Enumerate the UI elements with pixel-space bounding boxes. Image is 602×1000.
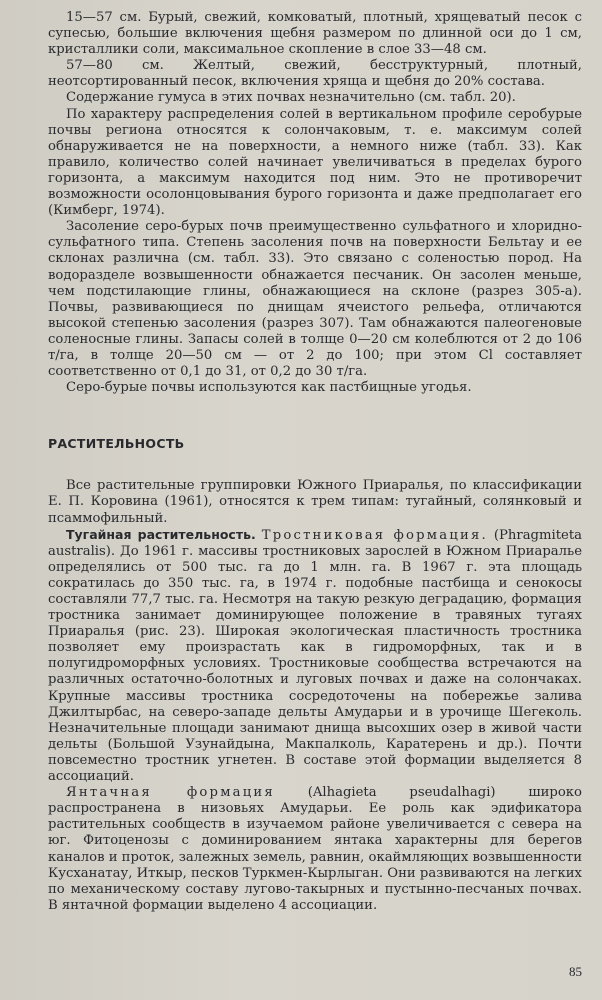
- tugai-body: (Phragmiteta australis). До 1961 г. массивы тростниковых зарослей в Южном Приаралье определялись от 500 тыс. га до 1 млн. га. В 1967 г. эта площадь сократилась до 350 тыс. га, в 1974 г. подобные пастбища и сенокосы составляли 77,7 тыс. га. Несмотря на такую резкую деградацию, формация тростника занимает доминирующее положение в травяных тугаях Приаралья (рис. 23). Широкая экологическая пластичность тростника позволяет ему произрастать как в гидроморфных, так и в полугидроморфных условиях. Тростниковые сообщества встречаются на различных остаточно-болотных и луговых почвах и даже на солончаках. Крупные массивы тростника сосредоточены на побережье залива Джилтырбас, на северо-западе дельты Амударьи и в урочище Шегеколь. Незначительные площади занимают днища высохших озер в живой части дельты (Большой Узунайдына, Макпалколь, Каратерень и др.). Почти повсеместно тростник угнетен. В составе этой формации выделяется 8 ассоциаций.: [48, 527, 582, 785]
- paragraph: По характеру распределения солей в вертикальном профиле серобурые почвы региона относятся к солончаковым, т. е. максимум солей обнаруживается не на поверхности, а немного ниже (табл. 33). Как правило, количество солей начинает увеличиваться в пределах бурого горизонта, а максимум находится под ним. Это не противоречит возможности осолонцовывания бурого горизонта и даже предполагает его (Кимберг, 1974).: [48, 106, 582, 219]
- text-column: [48, 10, 582, 914]
- paragraph: Содержание гумуса в этих почвах незначительно (см. табл. 20).: [66, 90, 516, 106]
- paragraph: Засоление серо-бурых почв преимущественно сульфатного и хлоридно-сульфатного типа. Степень засоления почв на поверхности Бельтау и ее склонах различна (см. табл. 33). Это связано с соленостью пород. На водоразделе возвышенности обнажается песчаник. Он засолен меньше, чем подстилающие глины, обнажающиеся на склоне (разрез 305-а). Почвы, развивающиеся по днищам ячеистого рельефа, отличаются высокой степенью засоления (разрез 307). Там обнажаются палеогеновые соленосные глины. Запасы солей в толще 0—20 см колеблются от 2 до 106 т/га, в толще 20—50 см — от 2 до 100; при этом Cl составляет соответственно от 0,1 до 31, от 0,2 до 30 т/га.: [48, 219, 582, 380]
- yantak-paragraph: [48, 785, 582, 914]
- paragraph: 15—57 см. Бурый, свежий, комковатый, плотный, хрящеватый песок с супесью, большие включения щебня размером по длинной оси до 1 см, кристаллики соли, максимальное скопление в слое 33—48 см.: [48, 10, 582, 58]
- intro-paragraph: Все растительные группировки Южного Приаралья, по классификации Е. П. Коровина (1961), относятся к трем типам: тугайный, солянковый и псаммофильный.: [48, 478, 582, 526]
- paragraph: 57—80 см. Желтый, свежий, бесструктурный, плотный, неотсортированный песок, включения хряща и щебня до 20% состава.: [48, 58, 582, 90]
- tugai-formation: Тростниковая формация.: [261, 527, 488, 543]
- paragraph: Серо-бурые почвы используются как пастбищные угодья.: [66, 380, 472, 396]
- yantak-formation: Янтачная формация: [66, 785, 275, 801]
- tugai-paragraph: [48, 527, 582, 786]
- page-number: 85: [569, 964, 582, 979]
- tugai-title: Тугайная растительность.: [66, 526, 256, 542]
- yantak-body: (Alhagieta pseudalhagi) широко распространена в низовьях Амударьи. Ее роль как эдификатора растительных сообществ в изучаемом районе увеличивается с севера на юг. Фитоценозы с доминированием янтака характерны для берегов каналов и проток, залежных земель, равнин, окаймляющих возвышенности Кусханатау, Иткыр, песков Туркмен-Кырлыган. Они развиваются на легких по механическому составу лугово-такырных и пустынно-песчаных почвах. В янтачной формации выделено 4 ассоциации.: [48, 785, 582, 913]
- section-heading: РАСТИТЕЛЬНОСТЬ: [48, 436, 185, 452]
